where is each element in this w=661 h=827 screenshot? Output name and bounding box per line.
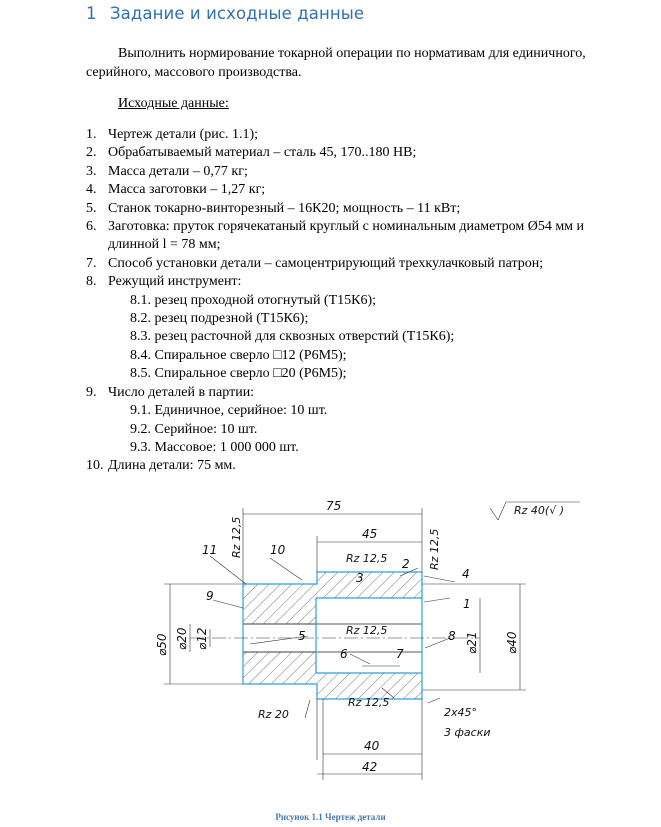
section-heading <box>86 4 364 23</box>
section-number: 1 <box>86 4 97 23</box>
list-item: 9. Число деталей в партии: 9.1. Единичное, серийное: 10 шт. 9.2. Серийное: 10 шт. 9.3. Массовое: 1 000 000 шт. <box>86 384 596 458</box>
section-title: Задание и исходные данные <box>110 4 365 23</box>
dim-42: 42 <box>362 760 378 774</box>
rz-12-5-bore: Rz 12,5 <box>346 624 388 637</box>
list-item: 4. Масса заготовки – 1,27 кг; <box>86 182 266 198</box>
callout-2: 2 <box>402 557 410 571</box>
tool-sublist <box>108 292 596 384</box>
callout-1: 1 <box>463 597 471 611</box>
sublist-item: 8.4. Спиральное сверло □12 (Р6М5); <box>130 347 347 363</box>
callout-10: 10 <box>270 543 286 557</box>
dia-20: ⌀20 <box>175 627 189 650</box>
rz-12-5-top: Rz 12,5 <box>346 552 388 565</box>
callout-11: 11 <box>202 543 218 557</box>
dia-12: ⌀12 <box>195 627 209 650</box>
source-data-heading: Исходные данные: <box>118 96 229 111</box>
sublist-item: 9.1. Единичное, серийное: 10 шт. <box>130 403 328 419</box>
callout-4: 4 <box>462 567 470 581</box>
callout-7: 7 <box>396 647 404 661</box>
rz-40: Rz 40(√ ) <box>514 504 564 517</box>
list-item: 10. Длина детали: 75 мм. <box>86 458 236 474</box>
dim-40: 40 <box>364 739 380 753</box>
rz-20: Rz 20 <box>258 708 289 721</box>
intro-paragraph: Выполнить нормирование токарной операции по нормативам для единичного, серийного, массового производства. <box>86 46 586 80</box>
rz-12-5-right: Rz 12,5 <box>428 528 441 570</box>
dia-40: ⌀40 <box>505 631 519 654</box>
sublist-item: 9.3. Массовое: 1 000 000 шт. <box>130 439 299 455</box>
dia-21: ⌀21 <box>465 631 479 654</box>
sublist-item: 8.5. Спиральное сверло □20 (Р6М5); <box>130 366 347 382</box>
chamfer-note: 3 фаски <box>444 726 491 739</box>
rz-12-5-left: Rz 12,5 <box>230 516 243 558</box>
dia-50: ⌀50 <box>155 633 169 656</box>
source-data-list <box>86 126 596 476</box>
list-item: 5. Станок токарно-винторезный – 16К20; мощность – 11 кВт; <box>86 200 461 216</box>
batch-sublist <box>108 402 596 457</box>
list-item: 7. Способ установки детали – самоцентрирующий трехкулачковый патрон; <box>86 255 544 271</box>
list-item: 6. Заготовка: пруток горячекатаный круглый с номинальным диаметром Ø54 мм и длинной l = 78 мм; <box>86 219 585 253</box>
chamfer: 2х45° <box>444 706 478 719</box>
sublist-item: 8.2. резец подрезной (Т15К6); <box>130 311 309 327</box>
dim-75: 75 <box>326 499 342 513</box>
callout-8: 8 <box>448 629 456 643</box>
callout-6: 6 <box>340 647 348 661</box>
sublist-item: 9.2. Серийное: 10 шт. <box>130 421 258 437</box>
callout-9: 9 <box>206 589 214 603</box>
callout-3: 3 <box>356 571 364 585</box>
part-drawing <box>150 488 590 788</box>
sublist-item: 8.1. резец проходной отогнутый (Т15К6); <box>130 292 377 308</box>
list-item: 8. Режущий инструмент: 8.1. резец проходной отогнутый (Т15К6); 8.2. резец подрезной (Т15К6); 8.3. резец расточной для сквозных отверстий (Т15К6); 8.4. Спиральное сверло □12 (Р6М5); 8.5. Спиральное сверло □20 (Р6М5); <box>86 273 596 383</box>
list-item: 1. Чертеж детали (рис. 1.1); <box>86 127 258 142</box>
rz-12-5-bottom: Rz 12,5 <box>348 696 390 709</box>
dim-45: 45 <box>362 527 378 541</box>
figure-caption: Рисунок 1.1 Чертеж детали <box>275 812 386 822</box>
sublist-item: 8.3. резец расточной для сквозных отверстий (Т15К6); <box>130 329 455 345</box>
list-item: 2. Обрабатываемый материал – сталь 45, 170..180 HB; <box>86 145 417 161</box>
list-item: 3. Масса детали – 0,77 кг; <box>86 163 248 179</box>
callout-5: 5 <box>298 629 306 643</box>
